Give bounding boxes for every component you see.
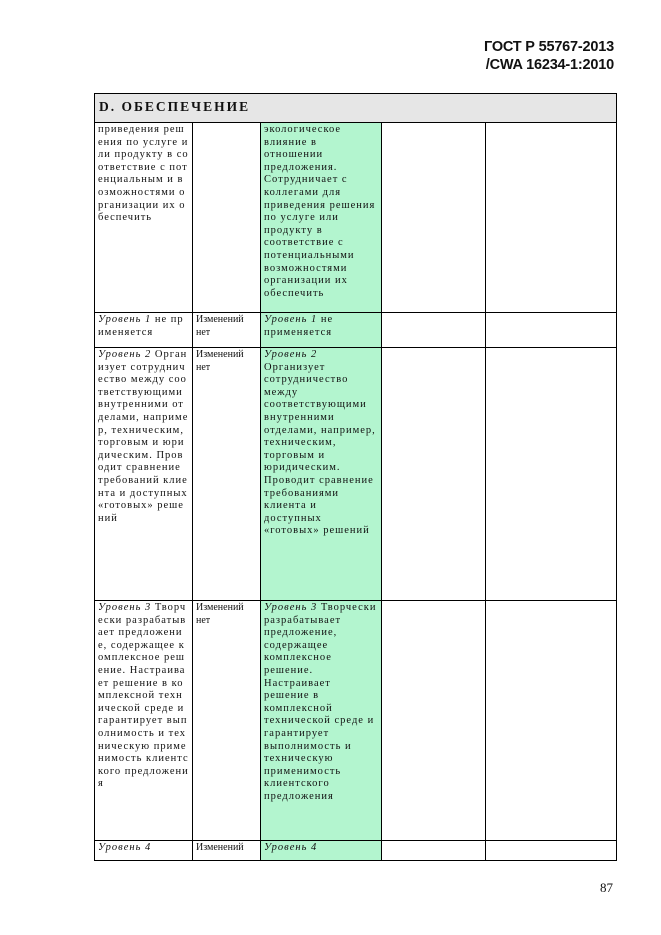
empty-cell xyxy=(486,313,617,348)
target-text: экологическое влияние в отношении предложения. Сотрудничает с коллегами для приведения решения по услуге или продукту в соответствие с потенциальными возможностями организации их обеспечить xyxy=(264,124,376,299)
empty-cell xyxy=(382,123,486,313)
source-cell xyxy=(95,313,193,348)
target-text: не применяется xyxy=(264,314,334,338)
change-cell: Изменений xyxy=(193,841,261,861)
source-cell xyxy=(95,841,193,861)
target-cell xyxy=(261,313,382,348)
change-cell: Изменений нет xyxy=(193,601,261,841)
target-cell xyxy=(261,123,382,313)
source-cell xyxy=(95,601,193,841)
empty-cell xyxy=(486,348,617,601)
table-row xyxy=(95,348,617,601)
empty-cell xyxy=(486,841,617,861)
empty-cell xyxy=(382,601,486,841)
standard-code: ГОСТ Р 55767-2013 xyxy=(483,39,614,55)
level-label: Уровень 2 xyxy=(264,349,318,360)
source-cell xyxy=(95,348,193,601)
empty-cell xyxy=(486,601,617,841)
source-text: не применяется xyxy=(98,314,184,338)
table-row xyxy=(95,123,617,313)
level-label: Уровень 3 xyxy=(98,602,152,613)
level-label: Уровень 1 xyxy=(98,314,152,325)
source-text: Организует сотрудничество между соответствующими внутренними отделами, например, техническим, торговым и юридическим. Проводит сравнение требований клиента и доступных «готовых» решений xyxy=(98,349,189,524)
change-cell: Изменений нет xyxy=(193,313,261,348)
competence-table xyxy=(94,93,617,861)
section-title: D. ОБЕСПЕЧЕНИЕ xyxy=(95,94,617,123)
table-row xyxy=(95,601,617,841)
change-cell xyxy=(193,123,261,313)
source-text: Творчески разрабатывает предложение, содержащее комплексное решение. Настраивает решение в комплексной технической среде и гарантирует выполнимость и техническую применимость клиентского предложения xyxy=(98,602,189,790)
target-cell xyxy=(261,601,382,841)
target-cell xyxy=(261,841,382,861)
empty-cell xyxy=(382,313,486,348)
source-cell xyxy=(95,123,193,313)
change-cell: Изменений нет xyxy=(193,348,261,601)
empty-cell xyxy=(486,123,617,313)
document-header xyxy=(484,38,614,74)
source-text: приведения решения по услуге или продукту в соответствие с потенциальным и возможностями организации их обеспечить xyxy=(98,124,189,224)
target-text: Творчески разрабатывает предложение, содержащее комплексное решение. Настраивает решение в комплексной технической среде и гарантирует выполнимость и техническую применимость клиентского предложения xyxy=(264,602,377,802)
target-cell xyxy=(261,348,382,601)
level-label: Уровень 2 xyxy=(98,349,152,360)
standard-code-secondary: /CWA 16234-1:2010 xyxy=(485,57,614,73)
level-label: Уровень 3 xyxy=(264,602,318,613)
empty-cell xyxy=(382,841,486,861)
level-label: Уровень 4 xyxy=(264,842,318,853)
empty-cell xyxy=(382,348,486,601)
table-row xyxy=(95,313,617,348)
page-number: 87 xyxy=(600,880,613,895)
target-text: Организует сотрудничество между соответствующими внутренними отделами, например, техническим, торговым и юридическим. Проводит сравнение требованиями клиента и доступных «готовых» решений xyxy=(264,361,376,537)
level-label: Уровень 1 xyxy=(264,314,318,325)
level-label: Уровень 4 xyxy=(98,842,152,853)
table-row xyxy=(95,841,617,861)
section-header-row xyxy=(95,94,617,123)
